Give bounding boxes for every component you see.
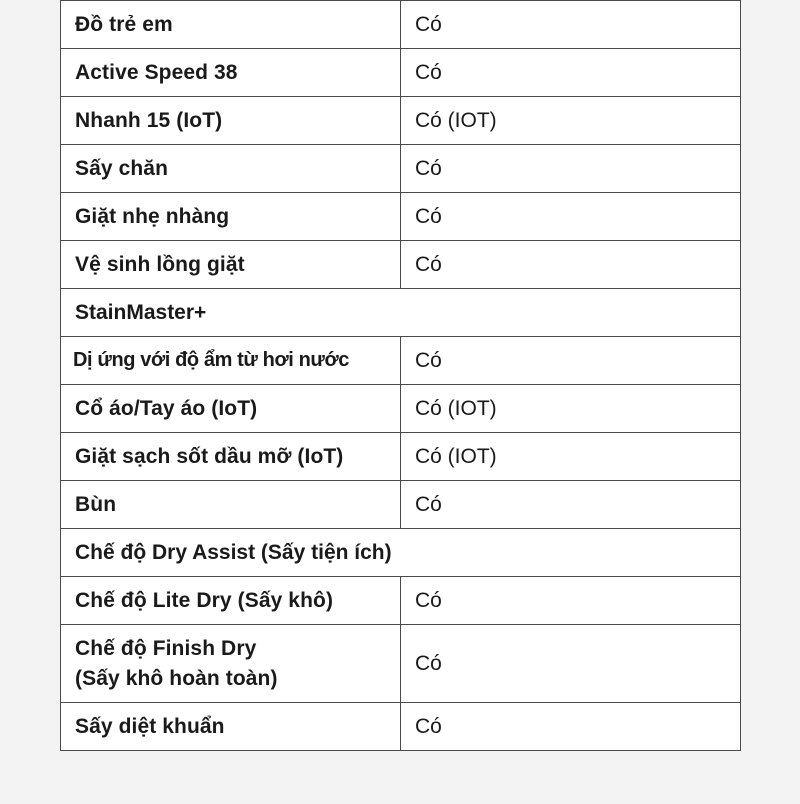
table-row — [61, 241, 741, 289]
feature-name: Chế độ Lite Dry (Sấy khô) — [61, 577, 401, 625]
feature-value: Có — [401, 241, 741, 289]
table-row — [61, 337, 741, 385]
section-row — [61, 289, 741, 337]
table-row — [61, 433, 741, 481]
feature-value: Có — [401, 703, 741, 751]
feature-name: Đồ trẻ em — [61, 1, 401, 49]
feature-value: Có — [401, 625, 741, 703]
table-row — [61, 97, 741, 145]
feature-value: Có — [401, 1, 741, 49]
feature-name: Dị ứng với độ ẩm từ hơi nước — [61, 337, 401, 385]
feature-name: Sấy chăn — [61, 145, 401, 193]
section-heading: Chế độ Dry Assist (Sấy tiện ích) — [61, 529, 741, 577]
feature-value: Có (IOT) — [401, 385, 741, 433]
table-row — [61, 1, 741, 49]
feature-name: Giặt sạch sốt dầu mỡ (IoT) — [61, 433, 401, 481]
feature-value: Có (IOT) — [401, 97, 741, 145]
table-row — [61, 385, 741, 433]
feature-value: Có (IOT) — [401, 433, 741, 481]
table-row — [61, 577, 741, 625]
feature-value: Có — [401, 577, 741, 625]
section-heading: StainMaster+ — [61, 289, 741, 337]
feature-value: Có — [401, 193, 741, 241]
table-row — [61, 625, 741, 703]
feature-name: Sấy diệt khuẩn — [61, 703, 401, 751]
feature-name: Vệ sinh lồng giặt — [61, 241, 401, 289]
feature-name: Nhanh 15 (IoT) — [61, 97, 401, 145]
feature-value: Có — [401, 337, 741, 385]
feature-value: Có — [401, 481, 741, 529]
feature-name: Bùn — [61, 481, 401, 529]
feature-spec-table — [60, 0, 741, 751]
feature-name: Giặt nhẹ nhàng — [61, 193, 401, 241]
feature-name: Active Speed 38 — [61, 49, 401, 97]
feature-name-line-2: (Sấy khô hoàn toàn) — [75, 666, 278, 690]
table-row — [61, 49, 741, 97]
table-row — [61, 481, 741, 529]
feature-value: Có — [401, 49, 741, 97]
section-row — [61, 529, 741, 577]
table-row — [61, 703, 741, 751]
table-row — [61, 145, 741, 193]
feature-name: Cổ áo/Tay áo (IoT) — [61, 385, 401, 433]
feature-value: Có — [401, 145, 741, 193]
feature-name — [61, 625, 401, 703]
feature-name-line-1: Chế độ Finish Dry — [75, 636, 257, 660]
table-row — [61, 193, 741, 241]
